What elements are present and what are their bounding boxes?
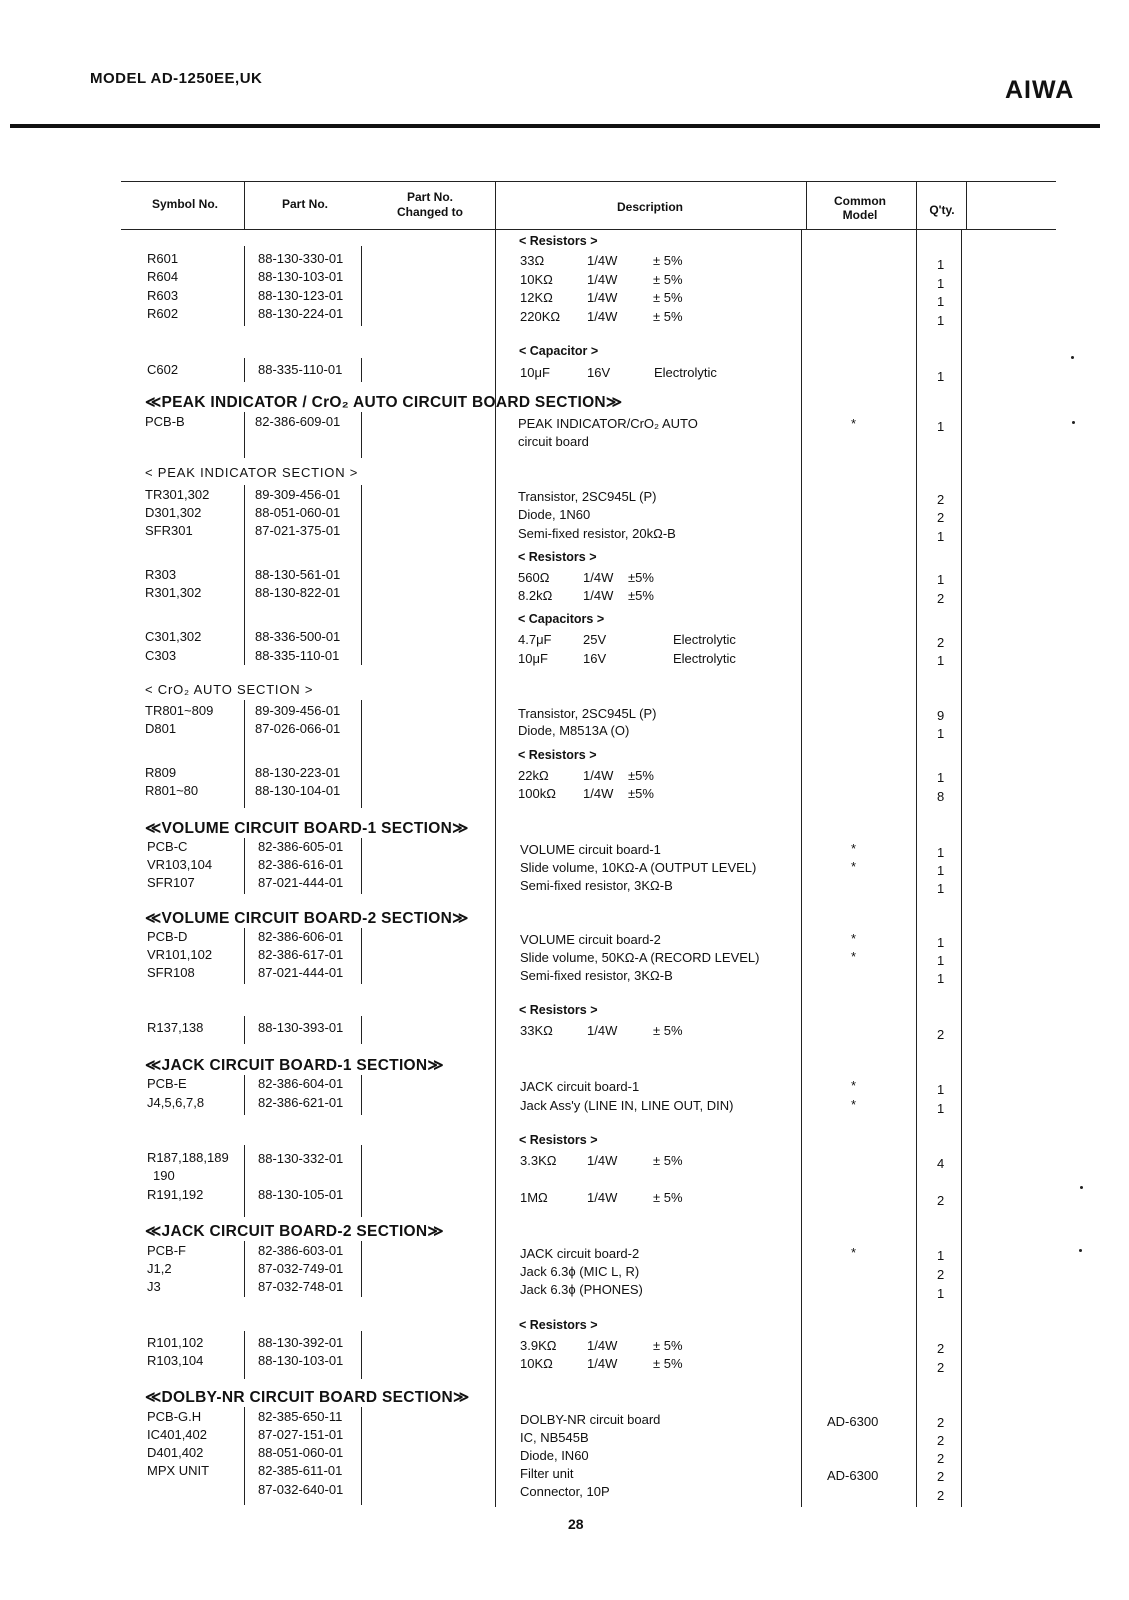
symbol: SFR108 bbox=[147, 965, 195, 980]
qty: 1 bbox=[937, 529, 945, 544]
group-label: < Resistors > bbox=[519, 234, 598, 248]
header-rule bbox=[10, 124, 1100, 128]
qty: 2 bbox=[937, 1488, 945, 1503]
qty: 2 bbox=[937, 492, 945, 507]
voltage: 16V bbox=[583, 651, 607, 666]
qty: 1 bbox=[937, 726, 945, 741]
tolerance: ± 5% bbox=[653, 1356, 683, 1371]
symbol: C303 bbox=[145, 648, 177, 663]
part-no: 82-386-605-01 bbox=[258, 839, 344, 854]
tolerance: ± 5% bbox=[653, 309, 683, 324]
part-line bbox=[244, 485, 245, 665]
qty: 1 bbox=[937, 294, 945, 309]
common-mark: * bbox=[851, 416, 857, 431]
voltage: 16V bbox=[587, 365, 611, 380]
scan-speck bbox=[1072, 421, 1075, 424]
section-title: ≪VOLUME CIRCUIT BOARD-1 SECTION≫ bbox=[145, 820, 469, 837]
part-no: 87-026-066-01 bbox=[255, 721, 341, 736]
qty: 1 bbox=[937, 276, 945, 291]
value: 10μF bbox=[518, 651, 548, 666]
part-no: 88-130-393-01 bbox=[258, 1020, 344, 1035]
description: JACK circuit board-2 bbox=[520, 1246, 640, 1261]
part-line bbox=[244, 1241, 245, 1297]
col-divider bbox=[916, 182, 917, 230]
part-no: 88-335-110-01 bbox=[258, 362, 343, 377]
description: Connector, 10P bbox=[520, 1484, 610, 1499]
qty-right-line bbox=[961, 229, 962, 1507]
qty: 1 bbox=[937, 419, 945, 434]
qty: 1 bbox=[937, 1248, 945, 1263]
symbol-cont: 190 bbox=[153, 1168, 175, 1183]
description: Jack Ass'y (LINE IN, LINE OUT, DIN) bbox=[520, 1098, 734, 1113]
changed-line bbox=[361, 412, 362, 458]
value: 1MΩ bbox=[520, 1190, 548, 1205]
qty: 2 bbox=[937, 1433, 945, 1448]
symbol: R809 bbox=[145, 765, 177, 780]
symbol: SFR107 bbox=[147, 875, 195, 890]
common-mark: * bbox=[851, 841, 857, 856]
description: Jack 6.3ϕ (PHONES) bbox=[520, 1282, 643, 1297]
description: VOLUME circuit board-2 bbox=[520, 932, 661, 947]
qty: 1 bbox=[937, 653, 945, 668]
description: Semi-fixed resistor, 20kΩ-B bbox=[518, 526, 676, 541]
wattage: 1/4W bbox=[587, 1356, 618, 1371]
qty: 2 bbox=[937, 1451, 945, 1466]
wattage: 1/4W bbox=[587, 1023, 618, 1038]
symbol: PCB-B bbox=[145, 414, 185, 429]
header-symbol: Symbol No. bbox=[151, 197, 218, 211]
qty: 1 bbox=[937, 935, 945, 950]
tolerance: ± 5% bbox=[653, 290, 683, 305]
description: DOLBY-NR circuit board bbox=[520, 1412, 661, 1427]
value: 220KΩ bbox=[520, 309, 561, 324]
qty: 1 bbox=[937, 863, 945, 878]
qty: 1 bbox=[937, 881, 945, 896]
description: Slide volume, 50KΩ-A (RECORD LEVEL) bbox=[520, 950, 760, 965]
part-no: 88-051-060-01 bbox=[255, 505, 341, 520]
description: VOLUME circuit board-1 bbox=[520, 842, 661, 857]
tolerance: ±5% bbox=[628, 570, 654, 585]
common-mark: * bbox=[851, 859, 857, 874]
value: 10μF bbox=[520, 365, 550, 380]
description: Diode, M8513A (O) bbox=[518, 723, 630, 738]
voltage: 25V bbox=[583, 632, 607, 647]
part-line bbox=[244, 358, 245, 382]
changed-line bbox=[361, 358, 362, 382]
type: Electrolytic bbox=[654, 365, 717, 380]
changed-line bbox=[361, 1145, 362, 1217]
symbol: J4,5,6,7,8 bbox=[147, 1095, 205, 1110]
group-label: < Capacitor > bbox=[519, 344, 599, 358]
qty: 2 bbox=[937, 591, 945, 606]
value: 22kΩ bbox=[518, 768, 549, 783]
qty: 2 bbox=[937, 635, 945, 650]
value: 4.7μF bbox=[518, 632, 552, 647]
symbol: PCB-F bbox=[147, 1243, 186, 1258]
wattage: 1/4W bbox=[583, 786, 614, 801]
page-number: 28 bbox=[568, 1516, 584, 1532]
part-no: 87-032-749-01 bbox=[258, 1261, 344, 1276]
group-label: < Resistors > bbox=[519, 1003, 598, 1017]
part-no: 82-386-604-01 bbox=[258, 1076, 344, 1091]
part-no: 88-336-500-01 bbox=[255, 629, 341, 644]
description: Jack 6.3ϕ (MIC L, R) bbox=[520, 1264, 640, 1279]
changed-line bbox=[361, 1016, 362, 1044]
changed-line bbox=[361, 928, 362, 984]
qty: 1 bbox=[937, 953, 945, 968]
wattage: 1/4W bbox=[587, 272, 618, 287]
section-title: ≪JACK CIRCUIT BOARD-1 SECTION≫ bbox=[145, 1057, 444, 1074]
qty: 2 bbox=[937, 1267, 945, 1282]
wattage: 1/4W bbox=[587, 1190, 618, 1205]
tolerance: ± 5% bbox=[653, 272, 683, 287]
qty: 1 bbox=[937, 845, 945, 860]
description: Semi-fixed resistor, 3KΩ-B bbox=[520, 878, 673, 893]
part-no: 88-130-822-01 bbox=[255, 585, 341, 600]
part-no: 82-386-609-01 bbox=[255, 414, 341, 429]
symbol: R603 bbox=[147, 288, 179, 303]
description: Transistor, 2SC945L (P) bbox=[518, 489, 657, 504]
symbol: IC401,402 bbox=[147, 1427, 207, 1442]
part-no: 87-021-444-01 bbox=[258, 965, 344, 980]
description: JACK circuit board-1 bbox=[520, 1079, 640, 1094]
symbol: PCB-C bbox=[147, 839, 188, 854]
part-no: 89-309-456-01 bbox=[255, 487, 341, 502]
symbol: MPX UNIT bbox=[147, 1463, 210, 1478]
header-qty: Q'ty. bbox=[929, 203, 955, 217]
symbol: D301,302 bbox=[145, 505, 202, 520]
part-no: 88-130-123-01 bbox=[258, 288, 344, 303]
symbol: SFR301 bbox=[145, 523, 193, 538]
description: Diode, IN60 bbox=[520, 1448, 589, 1463]
part-line bbox=[244, 246, 245, 326]
wattage: 1/4W bbox=[583, 588, 614, 603]
common-mark: * bbox=[851, 1097, 857, 1112]
subsection-title: < PEAK INDICATOR SECTION > bbox=[145, 465, 359, 480]
part-no: 88-130-392-01 bbox=[258, 1335, 344, 1350]
common-mark: * bbox=[851, 931, 857, 946]
tolerance: ± 5% bbox=[653, 1190, 683, 1205]
qty: 1 bbox=[937, 971, 945, 986]
part-no: 88-130-330-01 bbox=[258, 251, 344, 266]
subsection-title: < CrO₂ AUTO SECTION > bbox=[145, 682, 314, 697]
symbol: D801 bbox=[145, 721, 177, 736]
section-title: ≪DOLBY-NR CIRCUIT BOARD SECTION≫ bbox=[145, 1389, 470, 1406]
qty: 9 bbox=[937, 708, 945, 723]
part-no: 87-021-444-01 bbox=[258, 875, 344, 890]
common-model: AD-6300 bbox=[827, 1414, 879, 1429]
symbol: R137,138 bbox=[147, 1020, 204, 1035]
description: Slide volume, 10KΩ-A (OUTPUT LEVEL) bbox=[520, 860, 757, 875]
description: PEAK INDICATOR/CrO₂ AUTO bbox=[518, 416, 698, 431]
value: 8.2kΩ bbox=[518, 588, 553, 603]
value: 3.9KΩ bbox=[520, 1338, 557, 1353]
changed-line bbox=[361, 700, 362, 808]
common-mark: * bbox=[851, 1078, 857, 1093]
qty: 2 bbox=[937, 1027, 945, 1042]
part-no: 88-130-104-01 bbox=[255, 783, 341, 798]
value: 10KΩ bbox=[520, 272, 553, 287]
part-no: 88-051-060-01 bbox=[258, 1445, 344, 1460]
part-line bbox=[244, 1016, 245, 1044]
symbol: R604 bbox=[147, 269, 179, 284]
description: circuit board bbox=[518, 434, 589, 449]
group-label: < Resistors > bbox=[519, 1133, 598, 1147]
tolerance: ± 5% bbox=[653, 253, 683, 268]
col-divider bbox=[495, 182, 496, 230]
changed-line bbox=[361, 1241, 362, 1297]
qty: 1 bbox=[937, 770, 945, 785]
qty: 1 bbox=[937, 1101, 945, 1116]
qty: 8 bbox=[937, 789, 945, 804]
symbol: VR103,104 bbox=[147, 857, 213, 872]
common-mark: * bbox=[851, 949, 857, 964]
description: Semi-fixed resistor, 3KΩ-B bbox=[520, 968, 673, 983]
part-no: 87-032-640-01 bbox=[258, 1482, 344, 1497]
value: 3.3KΩ bbox=[520, 1153, 557, 1168]
header-common-1: Common bbox=[834, 194, 886, 208]
symbol: J3 bbox=[147, 1279, 161, 1294]
changed-line bbox=[361, 485, 362, 665]
qty: 1 bbox=[937, 1286, 945, 1301]
part-line bbox=[244, 1331, 245, 1379]
header-changed-2: Changed to bbox=[397, 205, 463, 219]
symbol: C301,302 bbox=[145, 629, 202, 644]
group-label: < Resistors > bbox=[519, 1318, 598, 1332]
changed-line bbox=[361, 246, 362, 326]
changed-line bbox=[361, 838, 362, 894]
qty: 1 bbox=[937, 257, 945, 272]
symbol: PCB-G.H bbox=[147, 1409, 202, 1424]
wattage: 1/4W bbox=[587, 253, 618, 268]
col-divider bbox=[966, 182, 967, 230]
tolerance: ±5% bbox=[628, 786, 654, 801]
section-title: ≪PEAK INDICATOR / CrO₂ AUTO CIRCUIT BOARD SECTION≫ bbox=[145, 394, 623, 411]
tolerance: ± 5% bbox=[653, 1023, 683, 1038]
part-line bbox=[244, 700, 245, 808]
part-line bbox=[244, 1407, 245, 1505]
col-divider bbox=[806, 182, 807, 230]
header-common-2: Model bbox=[842, 208, 878, 222]
qty: 2 bbox=[937, 1341, 945, 1356]
symbol: PCB-D bbox=[147, 929, 188, 944]
desc-column-line bbox=[495, 229, 496, 1507]
wattage: 1/4W bbox=[583, 570, 614, 585]
value: 33KΩ bbox=[520, 1023, 553, 1038]
symbol: R187,188,189 bbox=[147, 1150, 229, 1165]
qty: 2 bbox=[937, 1415, 945, 1430]
qty-column-line bbox=[916, 229, 917, 1507]
qty: 2 bbox=[937, 1469, 945, 1484]
symbol: D401,402 bbox=[147, 1445, 204, 1460]
scan-speck bbox=[1079, 1249, 1082, 1252]
part-no: 87-027-151-01 bbox=[258, 1427, 344, 1442]
part-no: 89-309-456-01 bbox=[255, 703, 341, 718]
part-line bbox=[244, 838, 245, 894]
section-title: ≪VOLUME CIRCUIT BOARD-2 SECTION≫ bbox=[145, 910, 469, 927]
wattage: 1/4W bbox=[587, 309, 618, 324]
part-no: 82-386-616-01 bbox=[258, 857, 344, 872]
common-model: AD-6300 bbox=[827, 1468, 879, 1483]
tolerance: ± 5% bbox=[653, 1153, 683, 1168]
part-no: 88-130-105-01 bbox=[258, 1187, 344, 1202]
tolerance: ±5% bbox=[628, 588, 654, 603]
qty: 1 bbox=[937, 572, 945, 587]
section-title: ≪JACK CIRCUIT BOARD-2 SECTION≫ bbox=[145, 1223, 444, 1240]
wattage: 1/4W bbox=[583, 768, 614, 783]
symbol: TR801~809 bbox=[145, 703, 214, 718]
brand-logo: AIWA bbox=[1005, 76, 1075, 104]
symbol: R101,102 bbox=[147, 1335, 204, 1350]
qty: 1 bbox=[937, 369, 945, 384]
wattage: 1/4W bbox=[587, 1153, 618, 1168]
type: Electrolytic bbox=[673, 651, 736, 666]
value: 12KΩ bbox=[520, 290, 553, 305]
col-divider bbox=[244, 182, 245, 230]
qty: 1 bbox=[937, 313, 945, 328]
symbol: C602 bbox=[147, 362, 179, 377]
description: Transistor, 2SC945L (P) bbox=[518, 706, 657, 721]
qty: 2 bbox=[937, 1360, 945, 1375]
symbol: VR101,102 bbox=[147, 947, 213, 962]
changed-line bbox=[361, 1331, 362, 1379]
part-line bbox=[244, 1145, 245, 1217]
qty: 1 bbox=[937, 1082, 945, 1097]
symbol: TR301,302 bbox=[145, 487, 210, 502]
model-title: MODEL AD-1250EE,UK bbox=[90, 70, 263, 87]
part-line bbox=[244, 1075, 245, 1115]
group-label: < Capacitors > bbox=[518, 612, 605, 626]
part-no: 88-335-110-01 bbox=[255, 648, 340, 663]
part-no: 82-386-603-01 bbox=[258, 1243, 344, 1258]
description: Filter unit bbox=[520, 1466, 574, 1481]
part-line bbox=[244, 412, 245, 458]
symbol: R602 bbox=[147, 306, 179, 321]
description: Diode, 1N60 bbox=[518, 507, 591, 522]
symbol: J1,2 bbox=[147, 1261, 172, 1276]
header-description: Description bbox=[616, 200, 683, 214]
value: 560Ω bbox=[518, 570, 550, 585]
common-column-line bbox=[801, 229, 802, 1507]
part-no: 82-386-606-01 bbox=[258, 929, 344, 944]
part-no: 82-385-650-11 bbox=[258, 1409, 343, 1424]
part-line bbox=[244, 928, 245, 984]
part-no: 87-021-375-01 bbox=[255, 523, 341, 538]
symbol: R103,104 bbox=[147, 1353, 204, 1368]
symbol: PCB-E bbox=[147, 1076, 187, 1091]
qty: 2 bbox=[937, 510, 945, 525]
qty: 4 bbox=[937, 1156, 945, 1171]
part-no: 88-130-223-01 bbox=[255, 765, 341, 780]
wattage: 1/4W bbox=[587, 290, 618, 305]
part-no: 82-386-621-01 bbox=[258, 1095, 344, 1110]
type: Electrolytic bbox=[673, 632, 736, 647]
common-mark: * bbox=[851, 1245, 857, 1260]
value: 10KΩ bbox=[520, 1356, 553, 1371]
scan-speck bbox=[1080, 1186, 1083, 1189]
value: 100kΩ bbox=[518, 786, 556, 801]
symbol: R301,302 bbox=[145, 585, 202, 600]
changed-line bbox=[361, 1407, 362, 1505]
part-no: 88-130-332-01 bbox=[258, 1151, 344, 1166]
symbol: R801~80 bbox=[145, 783, 199, 798]
part-no: 88-130-103-01 bbox=[258, 269, 344, 284]
part-no: 88-130-103-01 bbox=[258, 1353, 344, 1368]
qty: 2 bbox=[937, 1193, 945, 1208]
value: 33Ω bbox=[520, 253, 545, 268]
group-label: < Resistors > bbox=[518, 550, 597, 564]
group-label: < Resistors > bbox=[518, 748, 597, 762]
tolerance: ± 5% bbox=[653, 1338, 683, 1353]
part-no: 87-032-748-01 bbox=[258, 1279, 344, 1294]
header-part: Part No. bbox=[281, 197, 328, 211]
part-no: 82-385-611-01 bbox=[258, 1463, 343, 1478]
part-no: 88-130-224-01 bbox=[258, 306, 344, 321]
tolerance: ±5% bbox=[628, 768, 654, 783]
changed-line bbox=[361, 1075, 362, 1115]
wattage: 1/4W bbox=[587, 1338, 618, 1353]
header-changed-1: Part No. bbox=[406, 190, 453, 204]
part-no: 82-386-617-01 bbox=[258, 947, 344, 962]
description: IC, NB545B bbox=[520, 1430, 589, 1445]
symbol: R191,192 bbox=[147, 1187, 204, 1202]
symbol: R303 bbox=[145, 567, 177, 582]
scan-speck bbox=[1071, 356, 1074, 359]
part-no: 88-130-561-01 bbox=[255, 567, 341, 582]
symbol: R601 bbox=[147, 251, 179, 266]
